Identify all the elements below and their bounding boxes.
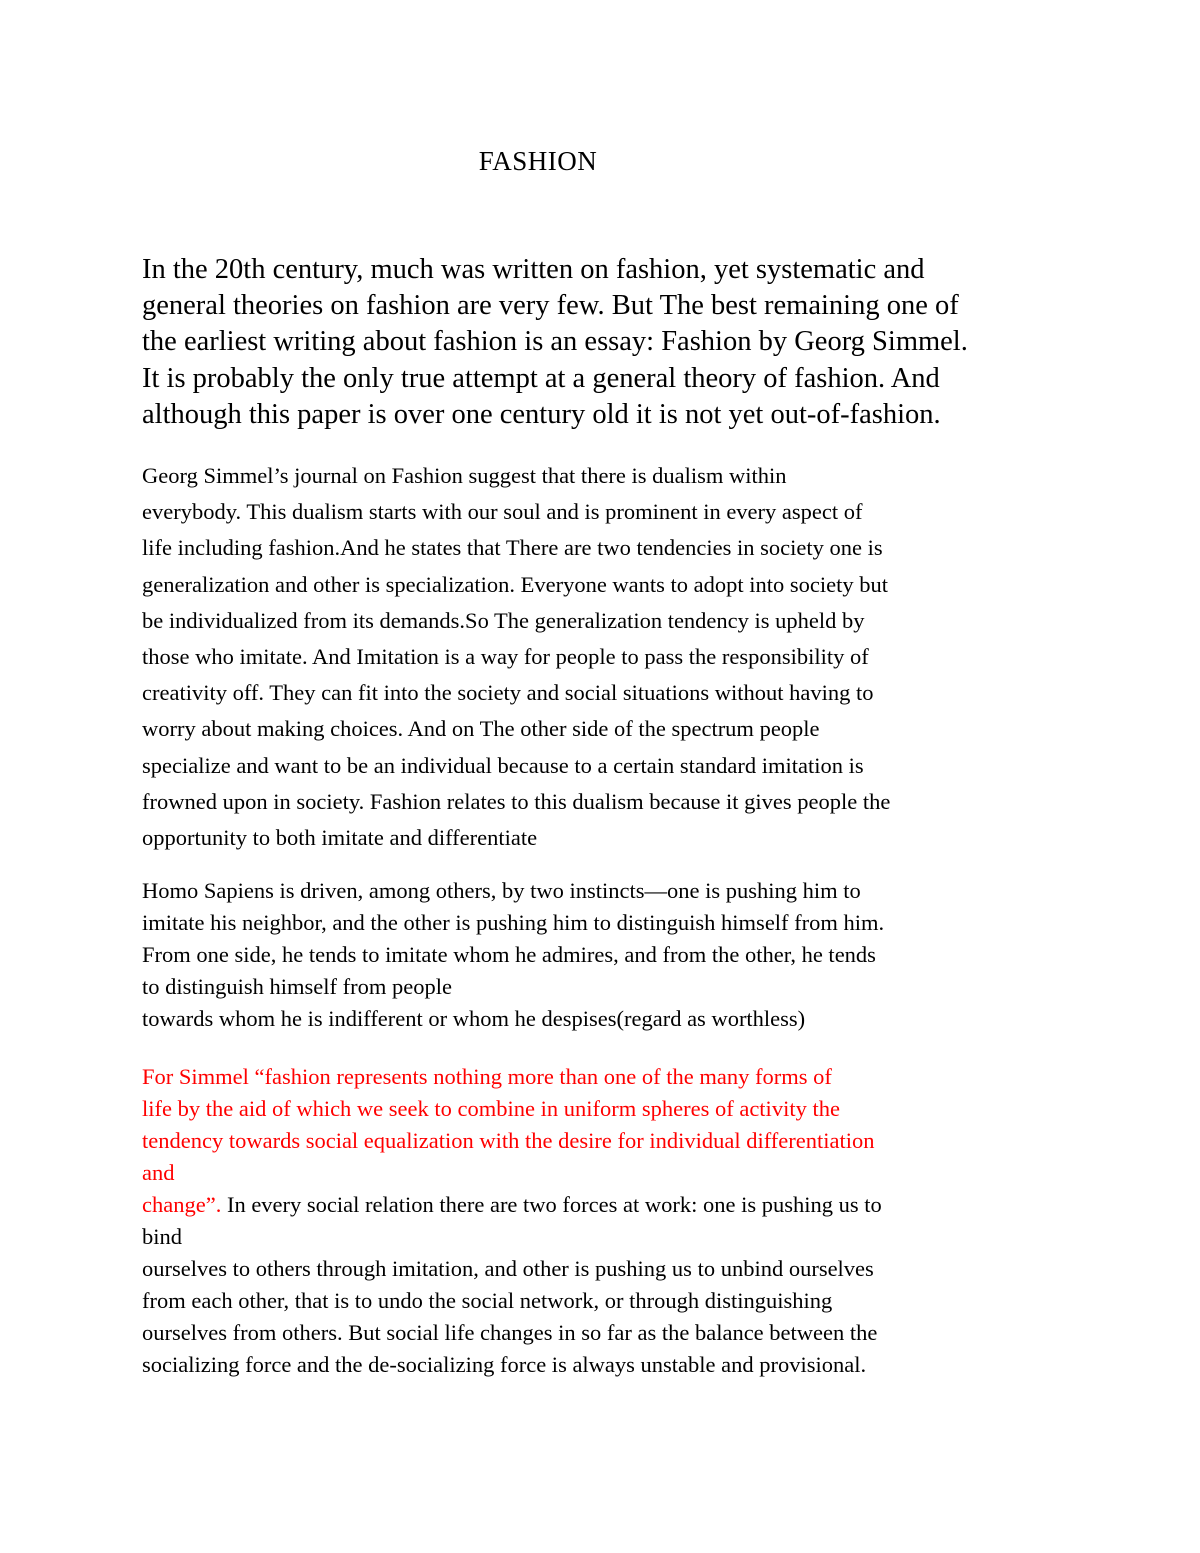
- text-line: specialize and want to be an individual because to a certain standard imitation is: [142, 752, 864, 778]
- text-line: be individualized from its demands.So The generalization tendency is upheld by: [142, 607, 865, 633]
- paragraph-dualism: [142, 458, 890, 856]
- text-line: creativity off. They can fit into the society and social situations without having to: [142, 680, 874, 706]
- text-line: From one side, he tends to imitate whom he admires, and from the other, he tends: [142, 942, 876, 967]
- text-line: those who imitate. And Imitation is a way for people to pass the responsibility of: [142, 644, 869, 670]
- text-line: imitate his neighbor, and the other is pushing him to distinguish himself from him.: [142, 910, 885, 935]
- quote-line: tendency towards social equalization with the desire for individual differentiation: [142, 1128, 875, 1153]
- paragraph-simmel-quote: [142, 1061, 882, 1381]
- text-line: from each other, that is to undo the social network, or through distinguishing: [142, 1288, 833, 1313]
- document-title: FASHION: [478, 146, 598, 176]
- text-line: opportunity to both imitate and differentiate: [142, 825, 538, 851]
- text-line: life including fashion.And he states that There are two tendencies in society one is: [142, 535, 883, 561]
- paragraph-homo-sapiens: [142, 875, 884, 1035]
- text-line: bind: [142, 1224, 183, 1249]
- text-line: the earliest writing about fashion is an essay: Fashion by Georg Simmel.: [142, 326, 968, 358]
- paragraph-intro: [142, 252, 968, 433]
- text-line: It is probably the only true attempt at a general theory of fashion. And: [142, 362, 940, 394]
- quote-line: and: [142, 1160, 175, 1185]
- text-line: Georg Simmel’s journal on Fashion suggest that there is dualism within: [142, 463, 787, 488]
- text-line: generalization and other is specialization. Everyone wants to adopt into society but: [142, 571, 889, 597]
- text-line: everybody. This dualism starts with our soul and is prominent in every aspect of: [142, 499, 863, 525]
- text-line: Homo Sapiens is driven, among others, by two instincts—one is pushing him to: [142, 878, 861, 903]
- text-line: towards whom he is indifferent or whom he despises(regard as worthless): [142, 1006, 806, 1031]
- text-line: ourselves from others. But social life changes in so far as the balance between the: [142, 1320, 878, 1345]
- text-line: to distinguish himself from people: [142, 974, 452, 999]
- mixed-line: [142, 1189, 882, 1221]
- quote-end: change”.: [142, 1192, 222, 1217]
- text-line: ourselves to others through imitation, and other is pushing us to unbind ourselves: [142, 1256, 874, 1281]
- text-line: general theories on fashion are very few. But The best remaining one of: [142, 290, 959, 322]
- text-line: although this paper is over one century old it is not yet out-of-fashion.: [142, 398, 941, 430]
- text-continuation: In every social relation there are two forces at work: one is pushing us to: [221, 1192, 882, 1217]
- quote-line: life by the aid of which we seek to combine in uniform spheres of activity the: [142, 1096, 840, 1121]
- text-line: In the 20th century, much was written on fashion, yet systematic and: [142, 254, 925, 285]
- text-line: frowned upon in society. Fashion relates to this dualism because it gives people the: [142, 788, 891, 814]
- text-line: worry about making choices. And on The other side of the spectrum people: [142, 716, 820, 742]
- text-line: socializing force and the de-socializing force is always unstable and provisional.: [142, 1352, 867, 1377]
- quote-line: For Simmel “fashion represents nothing more than one of the many forms of: [142, 1064, 832, 1089]
